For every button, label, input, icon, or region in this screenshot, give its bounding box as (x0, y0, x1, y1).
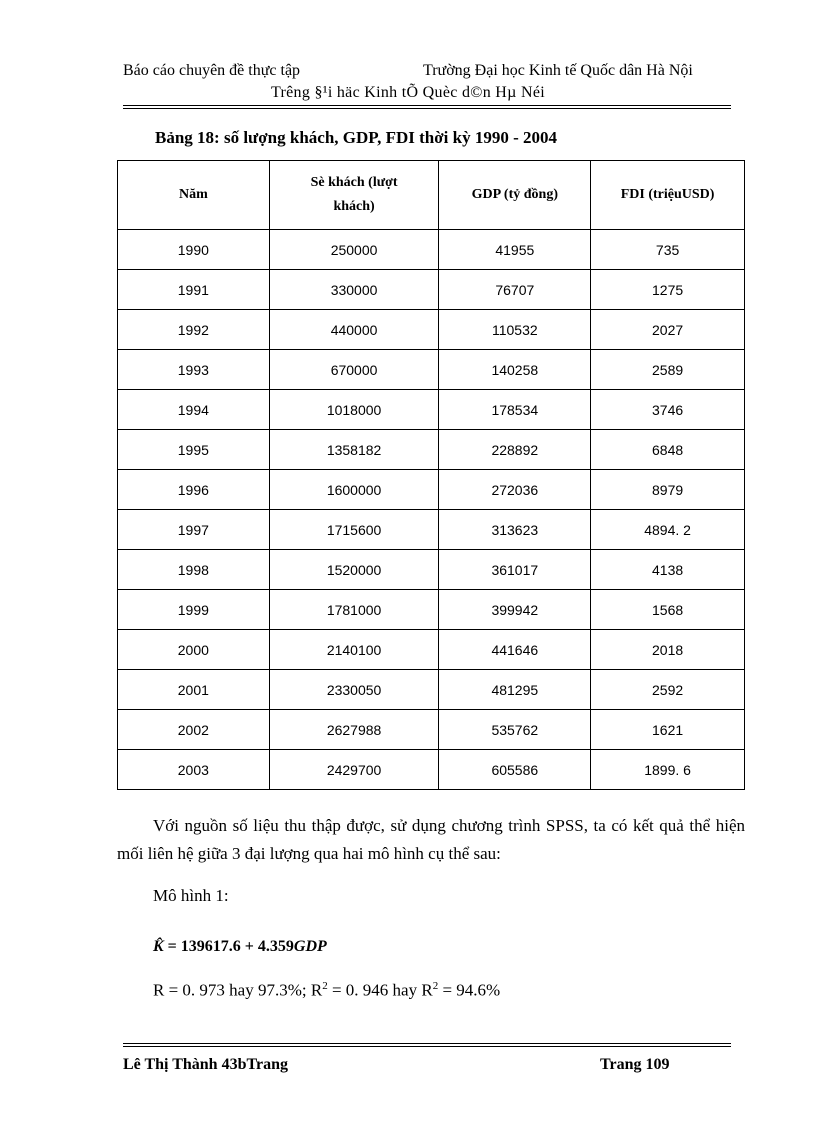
table-row (118, 470, 745, 510)
equation-var: GDP (293, 938, 327, 955)
model-label: Mô hình 1: (153, 886, 229, 905)
table-row (118, 750, 745, 790)
cell-gdp: 481295 (439, 670, 591, 710)
table-row (118, 310, 745, 350)
table-row (118, 510, 745, 550)
cell-year: 2001 (118, 670, 270, 710)
table-header-row (118, 161, 745, 230)
cell-gdp: 399942 (439, 590, 591, 630)
cell-year: 1991 (118, 270, 270, 310)
cell-fdi: 3746 (591, 390, 745, 430)
cell-fdi: 2018 (591, 630, 745, 670)
header-cell-fdi: FDI (triệuUSD) (591, 161, 745, 230)
table-row (118, 670, 745, 710)
cell-gdp: 228892 (439, 430, 591, 470)
cell-gdp: 76707 (439, 270, 591, 310)
header-subtitle: Trêng §¹i häc Kinh tÕ Quèc d©n Hµ Néi (271, 84, 545, 101)
r-value: R = 0. 973 hay 97.3%; R (153, 980, 323, 1000)
cell-year: 1998 (118, 550, 270, 590)
cell-visitors: 670000 (269, 350, 439, 390)
cell-gdp: 110532 (439, 310, 591, 350)
table-row (118, 590, 745, 630)
cell-fdi: 8979 (591, 470, 745, 510)
equation-lhs: K̂ (153, 938, 164, 955)
header-cell-gdp: GDP (tỷ đồng) (439, 161, 591, 230)
table-row (118, 270, 745, 310)
footer-page-number: Trang 109 (600, 1056, 670, 1073)
cell-visitors: 250000 (269, 230, 439, 270)
table-row (118, 550, 745, 590)
cell-gdp: 140258 (439, 350, 591, 390)
footer-author: Lê Thị Thành 43bTrang (123, 1056, 288, 1073)
table-caption: Bảng 18: số lượng khách, GDP, FDI thời kỳ 1990 - 2004 (155, 128, 557, 147)
cell-fdi: 4894. 2 (591, 510, 745, 550)
header-left: Báo cáo chuyên đề thực tập (123, 62, 301, 79)
table-row (118, 230, 745, 270)
cell-year: 2000 (118, 630, 270, 670)
cell-fdi: 4138 (591, 550, 745, 590)
cell-visitors: 2330050 (269, 670, 439, 710)
regression-equation (153, 938, 327, 956)
cell-visitors: 1781000 (269, 590, 439, 630)
cell-fdi: 2027 (591, 310, 745, 350)
cell-visitors: 1520000 (269, 550, 439, 590)
data-table (117, 160, 745, 790)
cell-year: 1992 (118, 310, 270, 350)
cell-visitors: 1600000 (269, 470, 439, 510)
cell-fdi: 1568 (591, 590, 745, 630)
header-rule-top (123, 105, 731, 106)
header-rule-bottom (123, 108, 731, 109)
cell-fdi: 1275 (591, 270, 745, 310)
header-right: Trường Đại học Kinh tế Quốc dân Hà Nội (423, 62, 693, 79)
cell-year: 1990 (118, 230, 270, 270)
r-squared-line (153, 980, 500, 1001)
cell-visitors: 1018000 (269, 390, 439, 430)
header-cell-year: Năm (118, 161, 270, 230)
cell-year: 1996 (118, 470, 270, 510)
sup-2a: 2 (322, 980, 328, 992)
cell-fdi: 2589 (591, 350, 745, 390)
cell-gdp: 441646 (439, 630, 591, 670)
cell-year: 1997 (118, 510, 270, 550)
table-row (118, 350, 745, 390)
cell-fdi: 735 (591, 230, 745, 270)
cell-visitors: 440000 (269, 310, 439, 350)
cell-year: 2003 (118, 750, 270, 790)
cell-gdp: 41955 (439, 230, 591, 270)
table-row (118, 390, 745, 430)
cell-fdi: 1899. 6 (591, 750, 745, 790)
cell-gdp: 605586 (439, 750, 591, 790)
cell-visitors: 2627988 (269, 710, 439, 750)
body-paragraph: Với nguồn số liệu thu thập được, sử dụng chương trình SPSS, ta có kết quả thể hiện mối liên hệ giữa 3 đại lượng qua hai mô hình cụ thể sau: (117, 816, 745, 863)
footer-rule-bottom (123, 1046, 731, 1047)
table-row (118, 710, 745, 750)
cell-visitors: 330000 (269, 270, 439, 310)
cell-gdp: 361017 (439, 550, 591, 590)
cell-gdp: 178534 (439, 390, 591, 430)
cell-year: 1995 (118, 430, 270, 470)
table-row (118, 430, 745, 470)
cell-fdi: 6848 (591, 430, 745, 470)
cell-visitors: 1715600 (269, 510, 439, 550)
cell-gdp: 313623 (439, 510, 591, 550)
cell-visitors: 2429700 (269, 750, 439, 790)
r2-value-b: = 94.6% (438, 980, 501, 1000)
cell-visitors: 2140100 (269, 630, 439, 670)
equation-rhs: = 139617.6 + 4.359 (163, 938, 294, 955)
cell-gdp: 535762 (439, 710, 591, 750)
cell-fdi: 1621 (591, 710, 745, 750)
cell-year: 1999 (118, 590, 270, 630)
table-row (118, 630, 745, 670)
sup-2b: 2 (432, 980, 439, 992)
cell-year: 2002 (118, 710, 270, 750)
cell-year: 1994 (118, 390, 270, 430)
header-cell-visitors: Sè khách (lượt khách) (269, 161, 439, 230)
cell-fdi: 2592 (591, 670, 745, 710)
r2-value-a: = 0. 946 hay R (327, 980, 433, 1000)
cell-gdp: 272036 (439, 470, 591, 510)
cell-year: 1993 (118, 350, 270, 390)
cell-visitors: 1358182 (269, 430, 439, 470)
footer-rule-top (123, 1043, 731, 1044)
